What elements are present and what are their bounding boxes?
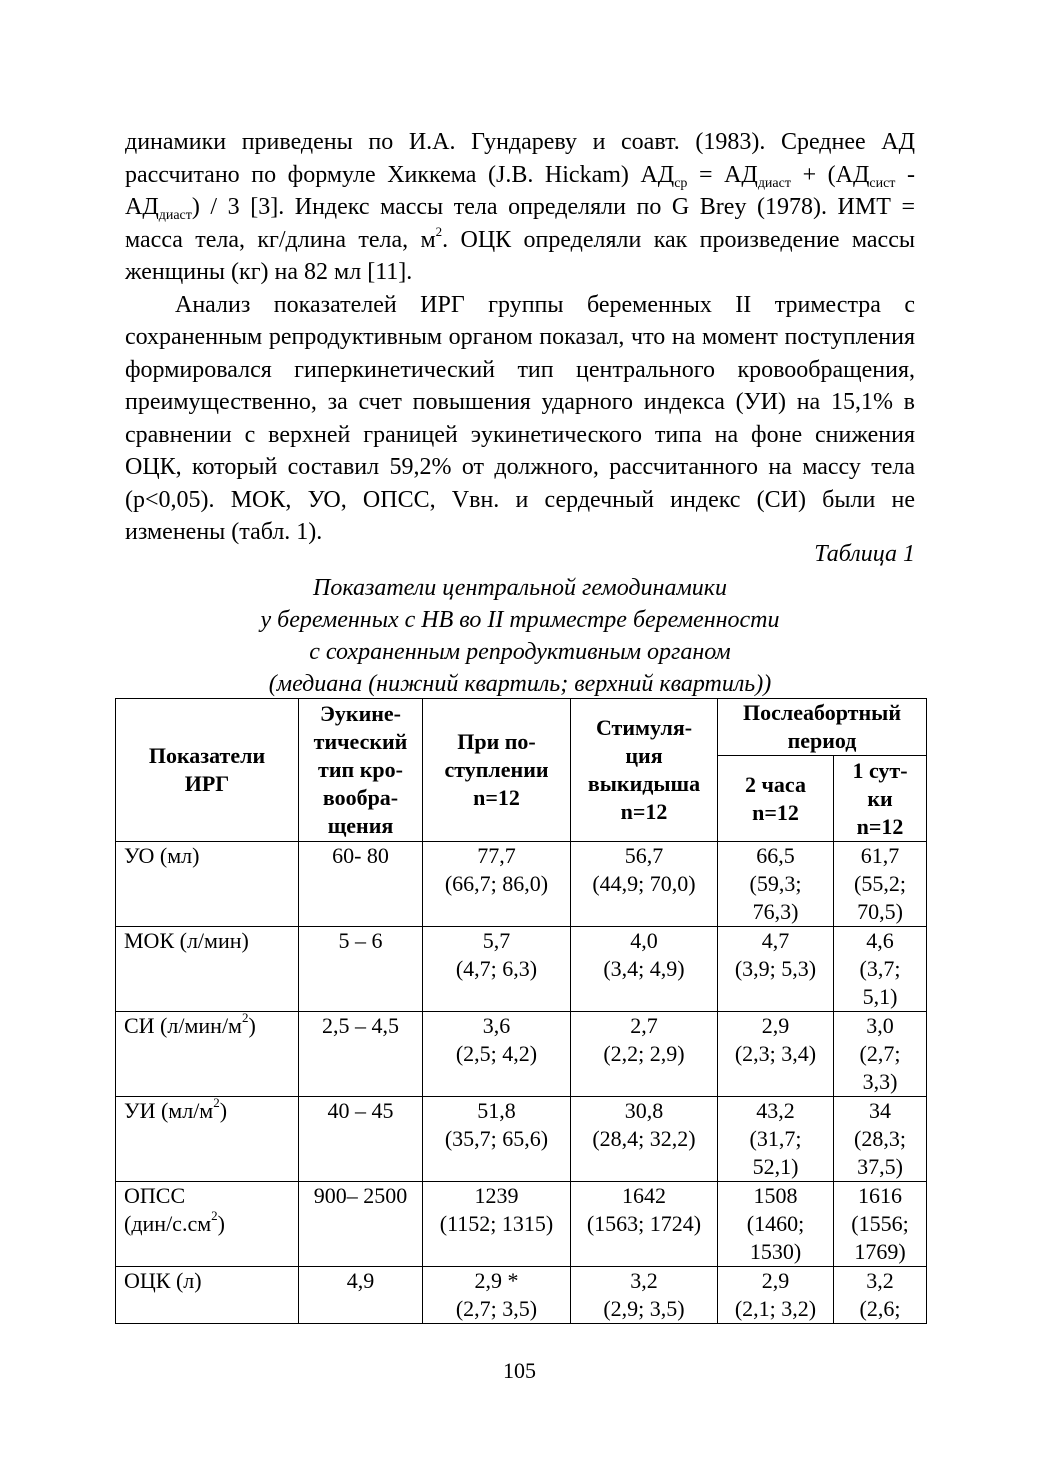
table-row <box>116 842 927 927</box>
cell-2-hours: 1508 (1460; 1530) <box>718 1182 834 1267</box>
cell-admission: 2,9 * (2,7; 3,5) <box>423 1267 571 1324</box>
hemodynamics-table <box>115 698 927 1324</box>
table-caption <box>115 572 925 700</box>
row-label: МОК (л/мин) <box>116 927 299 1012</box>
cell-2-hours: 2,9 (2,3; 3,4) <box>718 1012 834 1097</box>
row-label: УИ $(мл/м^2)$ <box>116 1097 299 1182</box>
body-text <box>125 126 915 549</box>
table-header-row <box>116 699 927 756</box>
header-admission: При по- ступлении n=12 <box>423 699 571 842</box>
row-label: ОПСС $(дин/с.см^2)$ <box>116 1182 299 1267</box>
caption-line: с сохраненным репродуктивным органом <box>309 639 731 665</box>
cell-norm: 60- 80 <box>299 842 423 927</box>
cell-1-day: 3,2 (2,6; <box>834 1267 927 1324</box>
cell-norm: 900– 2500 <box>299 1182 423 1267</box>
cell-admission: 1239 (1152; 1315) <box>423 1182 571 1267</box>
table-row <box>116 1182 927 1267</box>
cell-stimulation: 30,8 (28,4; 32,2) <box>571 1097 718 1182</box>
caption-line: у беременных с НВ во II триместре беременности <box>260 607 780 633</box>
cell-stimulation: 4,0 (3,4; 4,9) <box>571 927 718 1012</box>
cell-admission: 77,7 (66,7; 86,0) <box>423 842 571 927</box>
table-label: Таблица 1 <box>814 541 915 567</box>
cell-1-day: 1616 (1556; 1769) <box>834 1182 927 1267</box>
cell-norm: 40 – 45 <box>299 1097 423 1182</box>
cell-2-hours: 66,5 (59,3; 76,3) <box>718 842 834 927</box>
cell-norm: 2,5 – 4,5 <box>299 1012 423 1097</box>
header-eukinetic: Эукине- тический тип кро- вообра- щения <box>299 699 423 842</box>
table-row <box>116 927 927 1012</box>
cell-admission: 3,6 (2,5; 4,2) <box>423 1012 571 1097</box>
header-indicator: Показатели ИРГ <box>116 699 299 842</box>
page-number: 105 <box>503 1358 536 1383</box>
cell-1-day: 3,0 (2,7; 3,3) <box>834 1012 927 1097</box>
table-row <box>116 1097 927 1182</box>
cell-1-day: 61,7 (55,2; 70,5) <box>834 842 927 927</box>
cell-2-hours: 2,9 (2,1; 3,2) <box>718 1267 834 1324</box>
cell-2-hours: 4,7 (3,9; 5,3) <box>718 927 834 1012</box>
paragraph-analysis: Анализ показателей ИРГ группы беременных II триместра с сохраненным репродуктивным органом показал, что на момент поступления формировался гиперкинетический тип центрального кровообращения, преимущественно, за счет повышения ударного индекса (УИ) на 15,1% в сравнении с верхней границей эукинетического типа на фоне снижения ОЦК, который составил 59,2% от должного, рассчитанного на массу тела (p<0,05). МОК, УО, ОПСС, Vвн. и сердечный индекс (СИ) были не изменены (табл. 1). <box>125 291 915 545</box>
cell-norm: 4,9 <box>299 1267 423 1324</box>
cell-stimulation: 56,7 (44,9; 70,0) <box>571 842 718 927</box>
cell-1-day: 4,6 (3,7; 5,1) <box>834 927 927 1012</box>
header-stimulation: Стимуля- ция выкидыша n=12 <box>571 699 718 842</box>
cell-admission: 51,8 (35,7; 65,6) <box>423 1097 571 1182</box>
row-label: УО (мл) <box>116 842 299 927</box>
header-2-hours: 2 часа n=12 <box>718 756 834 842</box>
cell-2-hours: 43,2 (31,7; 52,1) <box>718 1097 834 1182</box>
row-label: ОЦК (л) <box>116 1267 299 1324</box>
cell-stimulation: 2,7 (2,2; 2,9) <box>571 1012 718 1097</box>
row-label: СИ $(л/мин/м^2)$ <box>116 1012 299 1097</box>
caption-line: (медиана (нижний квартиль; верхний квартиль)) <box>268 671 772 697</box>
cell-norm: 5 – 6 <box>299 927 423 1012</box>
table-row <box>116 1267 927 1324</box>
paragraph-methods: динамики приведены по И.А. Гундареву и соавт. (1983). Среднее АД рассчитано по формуле Хиккема (J.B. Hickam) $АД_{ср} = АД_{диаст} + (АД_{сист} - АД_{диаст}) / 3$ [3]. Индекс массы тела определяли по G Brey (1978). ИМТ = масса тела, кг/длина тела, $м^2$. ОЦК определяли как произведение массы женщины (кг) на 82 мл [11]. <box>125 129 915 285</box>
cell-admission: 5,7 (4,7; 6,3) <box>423 927 571 1012</box>
header-postabortion: Послеабортный период <box>718 699 927 756</box>
cell-1-day: 34 (28,3; 37,5) <box>834 1097 927 1182</box>
header-1-day: 1 сут- ки n=12 <box>834 756 927 842</box>
cell-stimulation: 1642 (1563; 1724) <box>571 1182 718 1267</box>
table-row <box>116 1012 927 1097</box>
cell-stimulation: 3,2 (2,9; 3,5) <box>571 1267 718 1324</box>
caption-line: Показатели центральной гемодинамики <box>313 575 727 601</box>
